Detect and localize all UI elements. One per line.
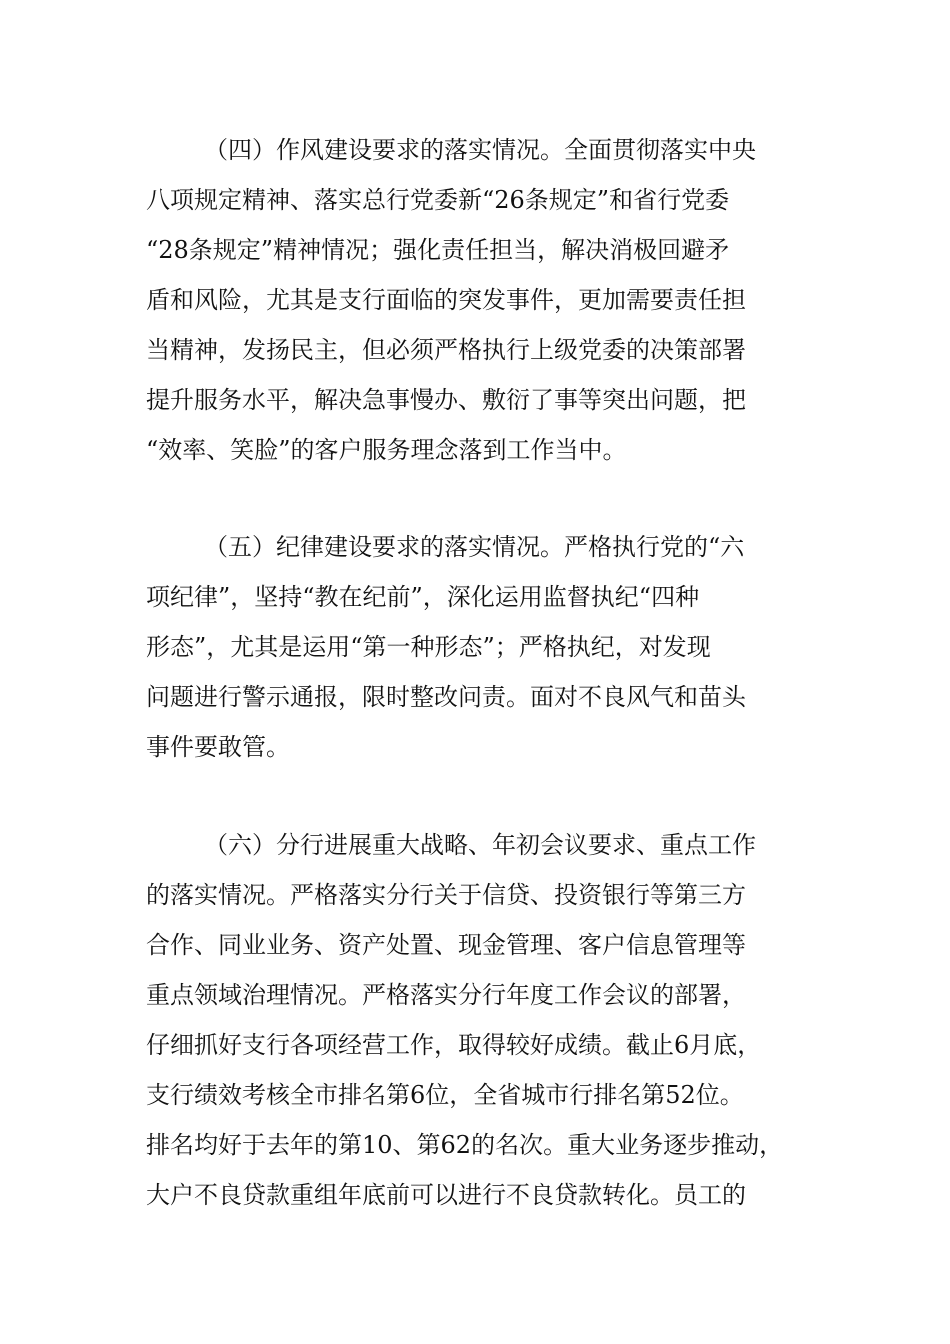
text-line: （六）分行进展重大战略、年初会议要求、重点工作 [204, 831, 756, 859]
text-line: 排名均好于去年的第10、第62的名次。重大业务逐步推动， [146, 1131, 784, 1159]
text-line: 事件要敢管。 [146, 733, 290, 761]
paragraph-style-implementation [146, 125, 806, 475]
text-line: 八项规定精神、落实总行党委新“26条规定”和省行党委 [146, 186, 730, 214]
text-line: （四）作风建设要求的落实情况。全面贯彻落实中央 [204, 136, 756, 164]
text-line: 的落实情况。严格落实分行关于信贷、投资银行等第三方 [146, 881, 746, 909]
text-line: 项纪律”，坚持“教在纪前”，深化运用监督执纪“四种 [146, 583, 700, 611]
paragraph-branch-strategy-implementation [146, 820, 806, 1220]
text-line: 仔细抓好支行各项经营工作，取得较好成绩。截止6月底， [146, 1031, 762, 1059]
text-line: 提升服务水平，解决急事慢办、敷衍了事等突出问题，把 [146, 386, 746, 414]
text-line: “效率、笑脸”的客户服务理念落到工作当中。 [146, 436, 627, 464]
text-line: 合作、同业业务、资产处置、现金管理、客户信息管理等 [146, 931, 746, 959]
paragraph-discipline-implementation [146, 522, 806, 772]
text-line: 盾和风险，尤其是支行面临的突发事件，更加需要责任担 [146, 286, 746, 314]
text-line: 当精神，发扬民主，但必须严格执行上级党委的决策部署 [146, 336, 746, 364]
text-line: （五）纪律建设要求的落实情况。严格执行党的“六 [204, 533, 745, 561]
text-line: 重点领域治理情况。严格落实分行年度工作会议的部署， [146, 981, 746, 1009]
text-line: 支行绩效考核全市排名第6位，全省城市行排名第52位。 [146, 1081, 744, 1109]
text-line: 大户不良贷款重组年底前可以进行不良贷款转化。员工的 [146, 1181, 746, 1209]
text-line: 问题进行警示通报，限时整改问责。面对不良风气和苗头 [146, 683, 746, 711]
text-line: 形态”，尤其是运用“第一种形态”；严格执纪，对发现 [146, 633, 711, 661]
text-line: “28条规定”精神情况；强化责任担当，解决消极回避矛 [146, 236, 730, 264]
